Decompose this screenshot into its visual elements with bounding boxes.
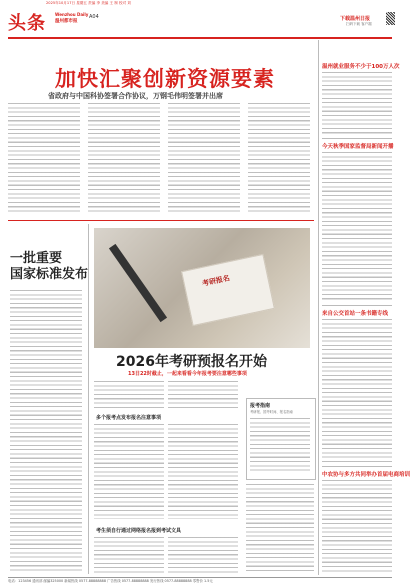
left-story-title-line1: 一批重要 bbox=[10, 251, 63, 266]
feature-intro-col2 bbox=[168, 381, 238, 411]
right-story4-title: 中农协与多方共同举办首届电商培训 bbox=[322, 472, 410, 478]
right-story1-body bbox=[322, 72, 392, 134]
lead-body-col2 bbox=[88, 103, 160, 215]
feature-subheadline: 13日22时截止，一起来看看今年报考要注意哪些事项 bbox=[128, 371, 247, 377]
guide-box-subtitle: 考研报、国考时间、报名指南 bbox=[250, 410, 293, 414]
feature-section1-col2 bbox=[168, 424, 238, 519]
app-download-title[interactable]: 下载温州日报 bbox=[340, 16, 371, 22]
section-divider bbox=[8, 220, 314, 221]
logo-chinese: 温州都市报 bbox=[55, 19, 78, 24]
right-divider-3 bbox=[322, 466, 392, 467]
guide-box-title: 报考指南 bbox=[250, 403, 271, 409]
section-title: 头条 bbox=[8, 13, 46, 34]
feature-section2-col3 bbox=[246, 484, 314, 574]
left-story-title-line2: 国家标准发布 bbox=[10, 267, 89, 282]
right-divider-1 bbox=[322, 138, 392, 139]
feature-photo bbox=[94, 228, 310, 348]
column-divider-left bbox=[88, 224, 89, 574]
lead-subheadline: 省政府与中国科协签署合作协议，万钢毛伟明签署并出席 bbox=[48, 92, 223, 100]
header-divider bbox=[8, 37, 392, 39]
photo-card-text: 考研报名 bbox=[201, 274, 231, 288]
feature-section1-col1 bbox=[94, 424, 164, 519]
feature-section2-title: 考生须自行通过网络报名报到考试文具 bbox=[96, 528, 182, 534]
qr-code-icon[interactable] bbox=[386, 12, 395, 25]
feature-section1-title: 多个报考点发布报名注意事项 bbox=[96, 415, 162, 421]
lead-headline: 加快汇聚创新资源要素 bbox=[55, 67, 275, 91]
guide-box-body bbox=[250, 418, 310, 474]
photo-pen bbox=[109, 244, 167, 322]
page-number: A04 bbox=[89, 14, 99, 20]
feature-headline: 2026年考研预报名开始 bbox=[116, 354, 267, 370]
dateline: 2025年10月17日 星期五 责编 李 美编 王 制 校对 刘 bbox=[46, 1, 131, 5]
right-story1-title: 温州就业服务不少于100万人次 bbox=[322, 64, 400, 70]
right-story3-title: 来自公交首站一条书籍专线 bbox=[322, 311, 389, 317]
column-divider-right bbox=[318, 40, 319, 575]
right-story4-body bbox=[322, 480, 392, 574]
right-story2-body bbox=[322, 152, 392, 302]
logo-english: Wenzhou Daily bbox=[55, 12, 89, 17]
feature-section2-col1 bbox=[94, 537, 164, 574]
left-story-body bbox=[10, 290, 82, 574]
right-divider-2 bbox=[322, 305, 392, 306]
lead-body-col1 bbox=[8, 103, 80, 215]
right-story3-body bbox=[322, 319, 392, 464]
right-story2-title: 今天秋季国家监督局新闻开播 bbox=[322, 144, 394, 150]
footer-info: 电话：123456 通讯部 邮编325000 新闻热线 0577-88888888 广告热线 0577-88888888 发行热线 0577-88888888 零售价 1.5元 bbox=[8, 579, 213, 583]
feature-section2-col2 bbox=[168, 537, 238, 574]
lead-body-col3 bbox=[168, 103, 240, 215]
app-download-subtitle: 扫码下载 客户端 bbox=[346, 22, 372, 26]
left-story-title bbox=[10, 251, 88, 283]
photo-card bbox=[181, 254, 275, 326]
feature-intro-col1 bbox=[94, 381, 164, 411]
lead-body-col4 bbox=[248, 103, 310, 215]
